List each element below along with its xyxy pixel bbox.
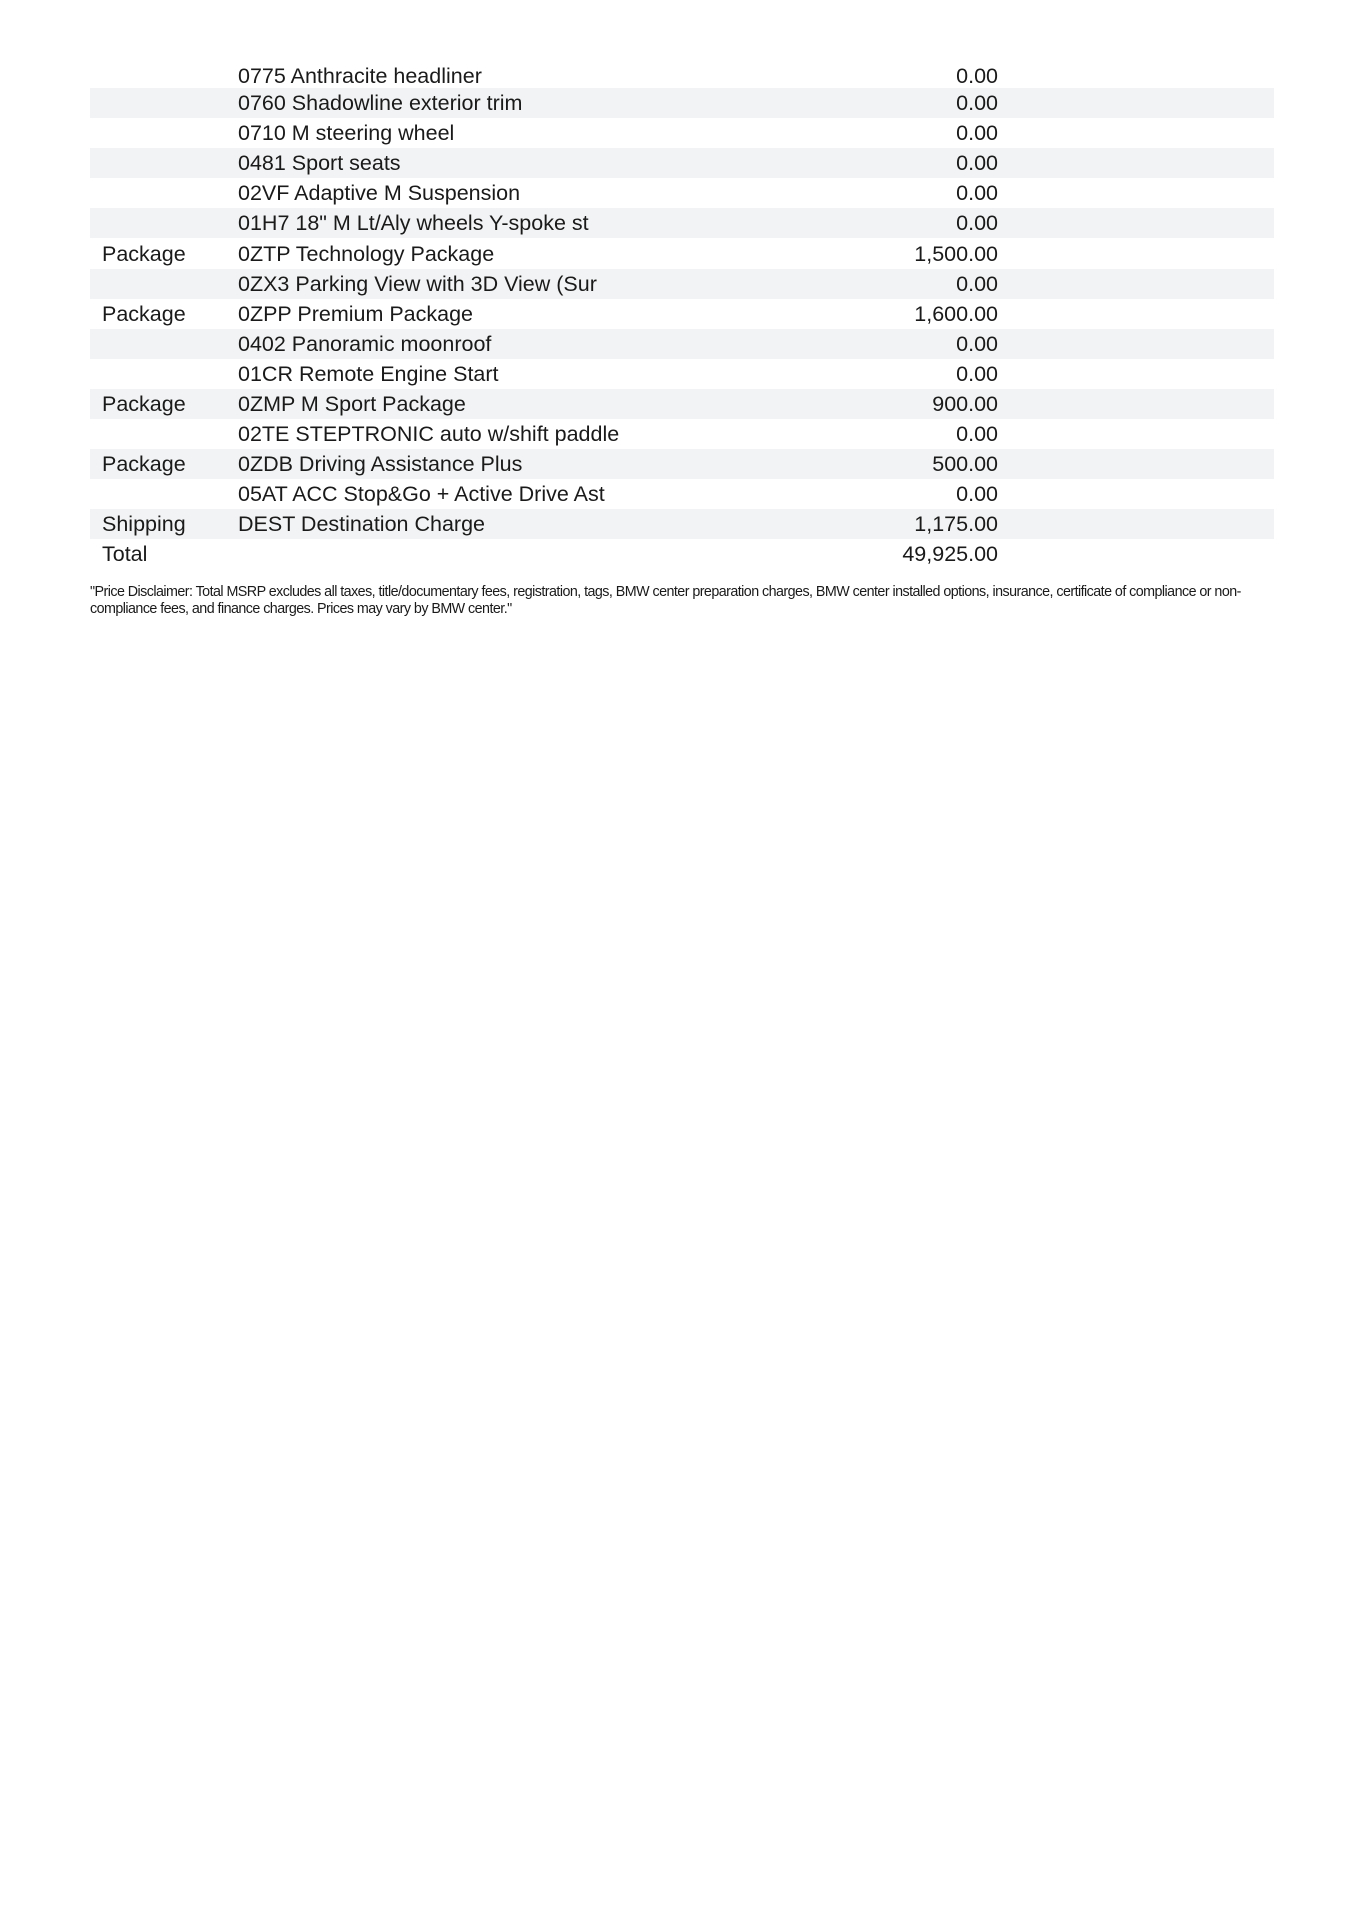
price-sheet xyxy=(90,64,1274,618)
row-description: 0ZTP Technology Package xyxy=(238,241,495,266)
table-row xyxy=(90,299,1274,329)
row-category: Package xyxy=(102,301,186,326)
table-row xyxy=(90,359,1274,389)
price-disclaimer: "Price Disclaimer: Total MSRP excludes all taxes, title/documentary fees, registration, tags, BMW center preparation charges, BMW center installed options, insurance, certificate of compliance or non-compliance fees, and finance charges. Prices may vary by BMW center." xyxy=(90,583,1241,617)
row-price: 0.00 xyxy=(956,361,998,386)
table-row xyxy=(90,449,1274,479)
table-row xyxy=(90,88,1274,118)
total-label: Total xyxy=(102,542,148,567)
row-description: 01H7 18" M Lt/Aly wheels Y-spoke st xyxy=(238,211,589,236)
row-price: 0.00 xyxy=(956,422,998,447)
row-description: 0775 Anthracite headliner xyxy=(238,64,482,88)
row-price: 0.00 xyxy=(956,121,998,146)
row-description: 02VF Adaptive M Suspension xyxy=(238,181,521,206)
table-row xyxy=(90,269,1274,299)
total-price: 49,925.00 xyxy=(902,542,998,567)
table-row xyxy=(90,329,1274,359)
row-description: 0ZPP Premium Package xyxy=(238,301,474,326)
row-description: 0710 M steering wheel xyxy=(238,121,455,146)
row-category: Package xyxy=(102,391,186,416)
row-category: Package xyxy=(102,241,186,266)
row-description: DEST Destination Charge xyxy=(238,512,485,537)
row-description: 02TE STEPTRONIC auto w/shift paddle xyxy=(238,422,620,447)
table-row xyxy=(90,479,1274,509)
row-price: 0.00 xyxy=(956,151,998,176)
row-description: 05AT ACC Stop&Go + Active Drive Ast xyxy=(238,482,605,507)
row-price: 0.00 xyxy=(956,181,998,206)
row-price: 0.00 xyxy=(956,331,998,356)
row-description: 0ZMP M Sport Package xyxy=(238,391,466,416)
table-row xyxy=(90,118,1274,148)
row-description: 0ZDB Driving Assistance Plus xyxy=(238,452,523,477)
row-price: 1,175.00 xyxy=(914,512,998,537)
row-price: 1,500.00 xyxy=(914,241,998,266)
row-description: 0481 Sport seats xyxy=(238,151,401,176)
row-price: 500.00 xyxy=(932,452,998,477)
row-description: 0760 Shadowline exterior trim xyxy=(238,91,523,116)
row-price: 0.00 xyxy=(956,91,998,116)
table-row xyxy=(90,419,1274,449)
row-category: Shipping xyxy=(102,512,186,537)
row-price: 900.00 xyxy=(932,391,998,416)
table-row xyxy=(90,64,1274,88)
table-row xyxy=(90,509,1274,539)
total-row xyxy=(90,539,1274,569)
row-category: Package xyxy=(102,452,186,477)
table-row xyxy=(90,208,1274,238)
row-price: 0.00 xyxy=(956,211,998,236)
table-row xyxy=(90,238,1274,268)
table-row xyxy=(90,148,1274,178)
row-description: 0ZX3 Parking View with 3D View (Sur xyxy=(238,271,597,296)
table-row xyxy=(90,178,1274,208)
row-price: 0.00 xyxy=(956,482,998,507)
options-price-table xyxy=(90,64,1274,570)
row-price: 0.00 xyxy=(956,271,998,296)
table-row xyxy=(90,389,1274,419)
row-description: 01CR Remote Engine Start xyxy=(238,361,499,386)
row-description: 0402 Panoramic moonroof xyxy=(238,331,492,356)
row-price: 0.00 xyxy=(956,64,998,88)
row-price: 1,600.00 xyxy=(914,301,998,326)
